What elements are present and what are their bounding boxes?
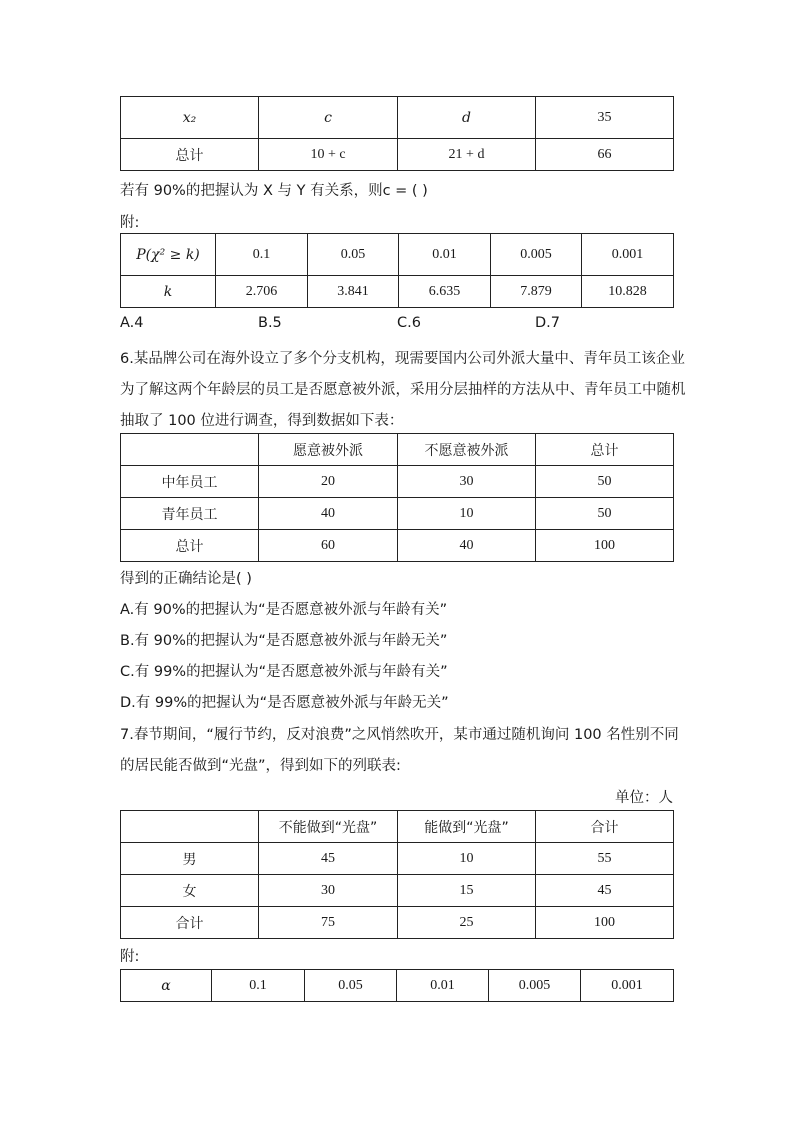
table-cell: 30 bbox=[259, 875, 398, 907]
table-cell: 60 bbox=[259, 530, 398, 562]
option-c: C.有 99%的把握认为“是否愿意被外派与年龄有关” bbox=[120, 664, 448, 680]
table-header-cell: 不愿意被外派 bbox=[398, 434, 536, 466]
table-cell: 30 bbox=[398, 466, 536, 498]
appendix-label: 附: bbox=[120, 215, 140, 231]
question-6-prompt: 得到的正确结论是( ) bbox=[120, 571, 252, 587]
option-a: A.4 bbox=[120, 315, 144, 331]
contingency-table-top bbox=[120, 96, 674, 171]
option-c: C.6 bbox=[397, 315, 421, 331]
table-cell: 25 bbox=[398, 907, 536, 939]
table-header-cell: 合计 bbox=[536, 811, 674, 843]
table-cell: 21 + d bbox=[398, 139, 536, 171]
table-cell: d bbox=[398, 97, 536, 139]
table-cell: P(χ² ≥ k) bbox=[121, 234, 216, 276]
critical-value-table bbox=[120, 233, 674, 308]
table-row bbox=[121, 139, 674, 171]
question-5-stem: 若有 90%的把握认为 X 与 Y 有关系，则c = ( ) bbox=[120, 183, 428, 199]
table-row bbox=[121, 276, 674, 308]
table-row bbox=[121, 843, 674, 875]
table-cell: 3.841 bbox=[308, 276, 399, 308]
option-d: D.有 99%的把握认为“是否愿意被外派与年龄无关” bbox=[120, 695, 449, 711]
table-cell: 10 bbox=[398, 498, 536, 530]
table-header-cell bbox=[121, 434, 259, 466]
clean-plate-table bbox=[120, 810, 674, 939]
table-cell: 10.828 bbox=[582, 276, 674, 308]
table-row bbox=[121, 97, 674, 139]
option-a: A.有 90%的把握认为“是否愿意被外派与年龄有关” bbox=[120, 602, 448, 618]
table-cell: 35 bbox=[536, 97, 674, 139]
question-7-line: 7.春节期间，“履行节约，反对浪费”之风悄然吹开，某市通过随机询问 100 名性别不同 bbox=[120, 727, 679, 743]
table-cell: 10 bbox=[398, 843, 536, 875]
table-header-cell: 总计 bbox=[536, 434, 674, 466]
table-cell: c bbox=[259, 97, 398, 139]
table-cell: α bbox=[121, 970, 212, 1002]
question-7-line: 的居民能否做到“光盘”，得到如下的列联表: bbox=[120, 758, 401, 774]
table-header-cell bbox=[121, 811, 259, 843]
table-cell: 15 bbox=[398, 875, 536, 907]
table-header-cell: 愿意被外派 bbox=[259, 434, 398, 466]
table-cell: 40 bbox=[398, 530, 536, 562]
table-row bbox=[121, 498, 674, 530]
table-cell: 0.001 bbox=[582, 234, 674, 276]
table-cell: 0.01 bbox=[397, 970, 489, 1002]
table-row bbox=[121, 530, 674, 562]
table-cell: k bbox=[121, 276, 216, 308]
table-row bbox=[121, 466, 674, 498]
table-header-row bbox=[121, 811, 674, 843]
table-cell: 2.706 bbox=[216, 276, 308, 308]
table-header-cell: 不能做到“光盘” bbox=[259, 811, 398, 843]
table-cell: 100 bbox=[536, 907, 674, 939]
table-header-row bbox=[121, 434, 674, 466]
option-b: B.5 bbox=[258, 315, 282, 331]
option-b: B.有 90%的把握认为“是否愿意被外派与年龄无关” bbox=[120, 633, 448, 649]
option-d: D.7 bbox=[535, 315, 560, 331]
table-cell: 50 bbox=[536, 498, 674, 530]
table-row bbox=[121, 875, 674, 907]
table-cell: 75 bbox=[259, 907, 398, 939]
table-cell: 0.01 bbox=[399, 234, 491, 276]
table-cell: 66 bbox=[536, 139, 674, 171]
table-cell: 45 bbox=[536, 875, 674, 907]
question-6-line: 为了解这两个年龄层的员工是否愿意被外派，采用分层抽样的方法从中、青年员工中随机 bbox=[120, 382, 686, 398]
table-cell: 女 bbox=[121, 875, 259, 907]
table-row bbox=[121, 907, 674, 939]
table-cell: 55 bbox=[536, 843, 674, 875]
table-cell: 中年员工 bbox=[121, 466, 259, 498]
table-cell: 合计 bbox=[121, 907, 259, 939]
table-cell: 总计 bbox=[121, 139, 259, 171]
table-cell: 10 + c bbox=[259, 139, 398, 171]
table-cell: 40 bbox=[259, 498, 398, 530]
table-cell: 20 bbox=[259, 466, 398, 498]
table-cell: 7.879 bbox=[491, 276, 582, 308]
table-cell: 50 bbox=[536, 466, 674, 498]
alpha-table bbox=[120, 969, 674, 1002]
table-cell: 0.005 bbox=[489, 970, 581, 1002]
table-cell: 青年员工 bbox=[121, 498, 259, 530]
table-cell: 0.001 bbox=[581, 970, 674, 1002]
table-cell: 男 bbox=[121, 843, 259, 875]
table-cell: 总计 bbox=[121, 530, 259, 562]
table-cell: 6.635 bbox=[399, 276, 491, 308]
table-cell: 0.1 bbox=[212, 970, 305, 1002]
question-6-line: 抽取了 100 位进行调查，得到数据如下表： bbox=[120, 413, 404, 429]
table-cell: 0.005 bbox=[491, 234, 582, 276]
table-cell: x₂ bbox=[121, 97, 259, 139]
table-row bbox=[121, 970, 674, 1002]
question-6-line: 6.某品牌公司在海外设立了多个分支机构，现需要国内公司外派大量中、青年员工该企业 bbox=[120, 351, 685, 367]
unit-label: 单位：人 bbox=[615, 790, 673, 806]
survey-table bbox=[120, 433, 674, 562]
table-cell: 45 bbox=[259, 843, 398, 875]
table-header-cell: 能做到“光盘” bbox=[398, 811, 536, 843]
table-cell: 0.05 bbox=[308, 234, 399, 276]
table-cell: 100 bbox=[536, 530, 674, 562]
table-row bbox=[121, 234, 674, 276]
table-cell: 0.1 bbox=[216, 234, 308, 276]
appendix-label: 附: bbox=[120, 949, 140, 965]
table-cell: 0.05 bbox=[305, 970, 397, 1002]
